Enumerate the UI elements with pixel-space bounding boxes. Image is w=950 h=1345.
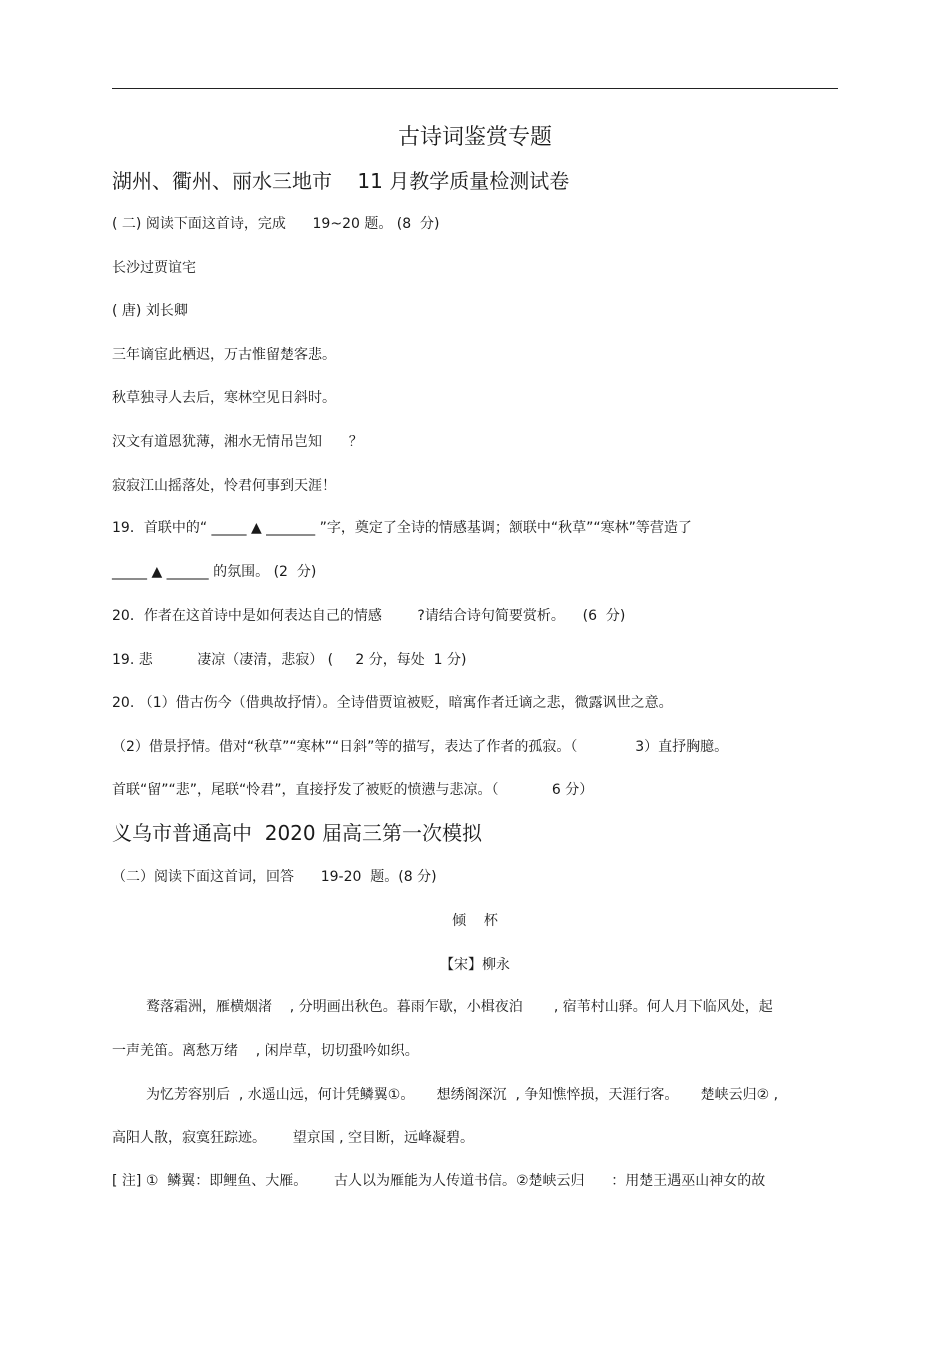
poem-author-1: ( 唐) 刘长卿	[112, 303, 188, 319]
poem-line-1: 三年谪宦此栖迟，万古惟留楚客悲。	[112, 347, 336, 363]
instruction-2: （二）阅读下面这首词，回答 19-20 题。(8 分)	[112, 869, 437, 885]
question-19-line-2: _____ ▲ ______ 的氛围。 (2 分)	[112, 564, 317, 580]
ci-paragraph-2-line-2: 高阳人散，寂寞狂踪迹。 望京国 , 空目断，远峰凝碧。	[112, 1130, 475, 1146]
footnote: [ 注] ① 鳞翼：即鲤鱼、大雁。 古人以为雁能为人传道书信。②楚峡云归 ：用楚王遇巫山神女的故	[112, 1173, 766, 1189]
section-heading-huzhou: 湖州、衢州、丽水三地市 11 月教学质量检测试卷	[112, 169, 570, 193]
poem-author-2: 【宋】柳永	[440, 957, 510, 973]
poem-title-2: 倾 杯	[452, 913, 498, 929]
ci-paragraph-1-line-1: 鹜落霜洲，雁横烟渚 , 分明画出秋色。暮雨乍歇，小楫夜泊 , 宿苇村山驿。何人月下临风处，起	[146, 999, 773, 1015]
answer-20-line-1: 20. （1）借古伤今（借典故抒情）。全诗借贾谊被贬，暗寓作者迁谪之悲，微露讽世之意。	[112, 695, 673, 711]
poem-line-4: 寂寂江山摇落处，怜君何事到天涯！	[112, 478, 336, 494]
ci-paragraph-1-line-2: 一声羌笛。离愁万绪 , 闲岸草，切切蛩吟如织。	[112, 1043, 419, 1059]
ci-paragraph-2-line-1: 为忆芳容别后 , 水遥山远，何计凭鳞翼①。 想绣阁深沉 , 争知憔悴损，天涯行客。 楚峡云归② ,	[146, 1087, 779, 1103]
question-19-line-1: 19．首联中的“ _____ ▲ _______ ”字，奠定了全诗的情感基调；颔联中“秋草”“寒林”等营造了	[112, 520, 692, 536]
poem-title-1: 长沙过贾谊宅	[112, 260, 196, 276]
poem-line-2: 秋草独寻人去后，寒林空见日斜时。	[112, 390, 336, 406]
answer-20-line-2: （2）借景抒情。借对“秋草”“寒林”“日斜”等的描写，表达了作者的孤寂。（ 3）直抒胸臆。	[112, 739, 729, 755]
page-title: 古诗词鉴赏专题	[397, 125, 552, 150]
answer-19: 19. 悲 凄凉（凄清，悲寂） ( 2 分，每处 1 分)	[112, 652, 467, 668]
section-heading-yiwu: 义乌市普通高中 2020 届高三第一次模拟	[112, 821, 482, 845]
question-20: 20．作者在这首诗中是如何表达自己的情感 ?请结合诗句简要赏析。 (6 分)	[112, 608, 626, 624]
poem-line-3: 汉文有道恩犹薄，湘水无情吊岂知 ？	[112, 434, 363, 450]
top-rule	[112, 88, 838, 89]
answer-20-line-3: 首联“留”“悲”，尾联“怜君”，直接抒发了被贬的愤懑与悲凉。（ 6 分）	[112, 782, 594, 798]
instruction-1: ( 二) 阅读下面这首诗，完成 19~20 题。 (8 分)	[112, 216, 440, 232]
